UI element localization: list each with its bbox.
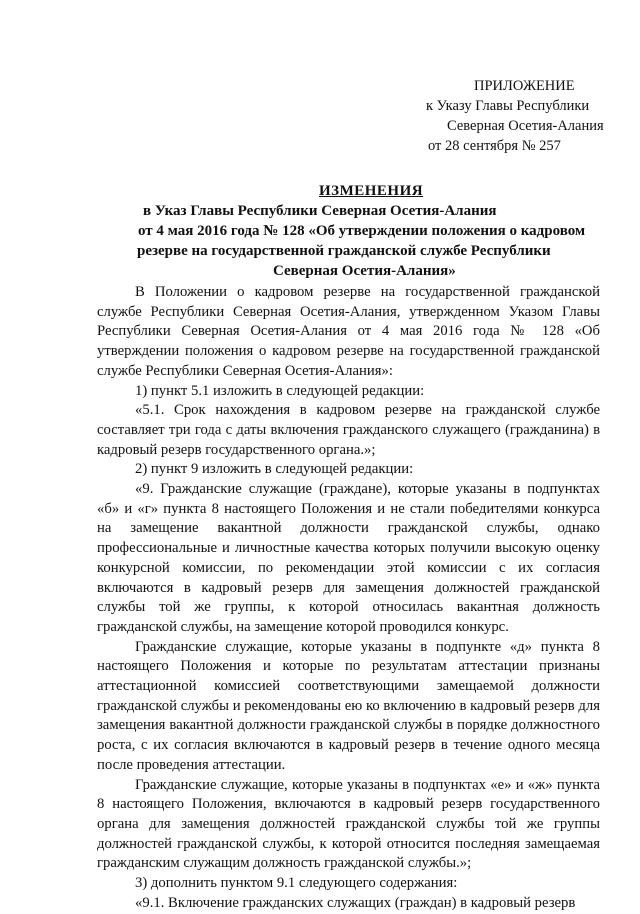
attachment-block bbox=[426, 76, 616, 156]
paragraph: В Положении о кадровом резерве на государственной гражданской службе Республики Северная Осетия-Алания, утвержденном Указом Главы Республики Северная Осетия-Алания от 4 мая 2016 года № 128 «Об утверждении положения о кадровом резерве на государственной гражданской службе Республики Северная Осетия-Алания»: bbox=[97, 284, 600, 379]
paragraph: «9.1. Включение гражданских служащих (граждан) в кадровый резерв bbox=[135, 894, 576, 911]
heading-line: резерве на государственной гражданской службе Республики bbox=[137, 243, 551, 259]
paragraph: «5.1. Срок нахождения в кадровом резерве на гражданской службе составляет три года с даты включения гражданского служащего (гражданина) в кадровый резерв государственного органа.»; bbox=[97, 402, 600, 458]
attachment-line: к Указу Главы Республики bbox=[426, 98, 590, 114]
attachment-title: ПРИЛОЖЕНИЕ bbox=[474, 78, 575, 94]
paragraph: 3) дополнить пунктом 9.1 следующего содержания: bbox=[135, 875, 458, 892]
heading-line: в Указ Главы Республики Северная Осетия-Алания bbox=[143, 203, 497, 219]
document-heading bbox=[100, 181, 600, 281]
document-body bbox=[97, 283, 600, 914]
heading-line: Северная Осетия-Алания» bbox=[273, 263, 456, 279]
paragraph: «9. Гражданские служащие (граждане), которые указаны в подпунктах «б» и «г» пункта 8 настоящего Положения и не стали победителями конкурса на замещение вакантной должности гражданской службы, однако профессиональные и личностные качества которых получили высокую оценку конкурсной комиссии, по рекомендации этой комиссии с их согласия включаются в кадровый резерв для замещения должностей гражданской службы той же группы, к которой относилась вакантная должность гражданской службы, на замещение которой проводился конкурс. bbox=[97, 481, 600, 635]
paragraph: Гражданские служащие, которые указаны в подпунктах «е» и «ж» пункта 8 настоящего Положения, включаются в кадровый резерв государственного органа для замещения должностей гражданской службы той же группы должностей гражданской службы, к которой относится последняя замещаемая гражданским служащим должность гражданской службы.»; bbox=[97, 776, 600, 872]
paragraph: Гражданские служащие, которые указаны в подпункте «д» пункта 8 настоящего Положения и которые по результатам аттестации признаны аттестационной комиссией соответствующими замещаемой должности гражданской службы и рекомендованы ею ко включению в кадровый резерв для замещения вакантной должности гражданской службы в порядке должностного роста, с их согласия включаются в кадровый резерв в течение одного месяца после проведения аттестации. bbox=[97, 638, 600, 773]
document-title: ИЗМЕНЕНИЯ bbox=[319, 183, 424, 199]
paragraph: 2) пункт 9 изложить в следующей редакции: bbox=[135, 461, 414, 478]
heading-line: от 4 мая 2016 года № 128 «Об утверждении положения о кадровом bbox=[138, 223, 586, 239]
attachment-line: Северная Осетия-Алания bbox=[447, 118, 604, 134]
paragraph: 1) пункт 5.1 изложить в следующей редакции: bbox=[135, 382, 425, 399]
attachment-date-number: от 28 сентября № 257 bbox=[428, 138, 561, 154]
